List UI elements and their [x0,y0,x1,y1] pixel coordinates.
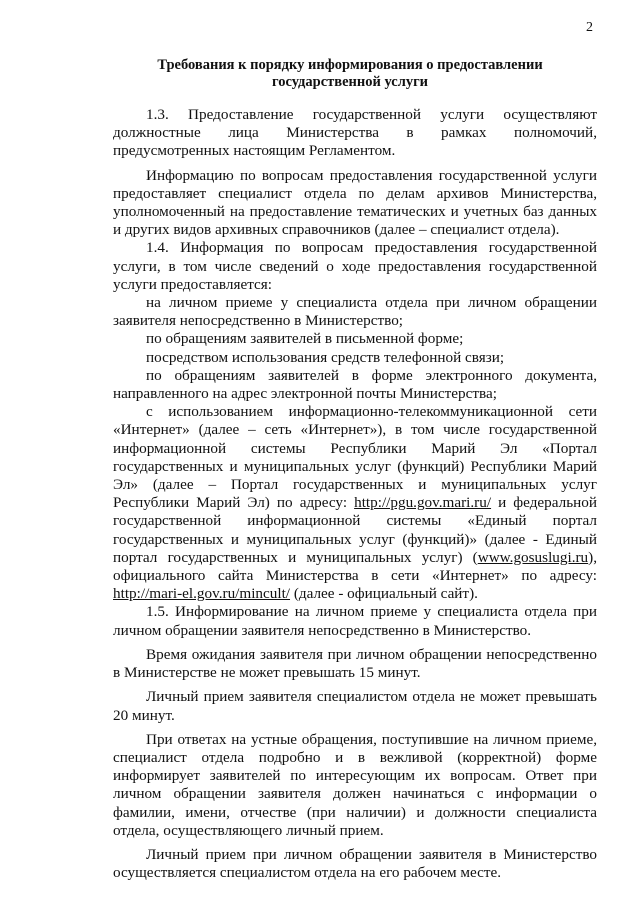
paragraph-waiting-time: Время ожидания заявителя при личном обращении непосредственно в Министерстве не может превышать 15 минут. [113,645,597,682]
section-title-line-2: государственной услуги [271,74,429,90]
internet-text-c: ), официального сайта Министерства в сети «Интернет» по адресу: [113,548,597,585]
paragraph-oral-answers: При ответах на устные обращения, поступившие на личном приеме, специалист отдела подробно и в вежливой (корректной) форме информирует заявителей по интересующим их вопросам. Ответ при личном обращении заявителя должен начинаться с информации о фамилии, имени, отчестве (при наличии) и должности специалиста отдела, осуществляющего личный прием. [113,730,597,839]
list-item-telephone: посредством использования средств телефонной связи; [146,348,505,366]
paragraph-1-5: 1.5. Информирование на личном приеме у специалиста отдела при личном обращении заявителя непосредственно в Министерство. [113,603,597,639]
gosuslugi-link[interactable]: www.gosuslugi.ru [477,548,589,566]
page-number: 2 [586,20,593,35]
list-item-personal-reception: на личном приеме у специалиста отдела при личном обращении заявителя непосредственно в Министерство; [113,294,597,330]
list-item-internet [113,403,597,603]
section-title [110,57,590,91]
document-body [113,106,597,882]
pgu-link[interactable]: http://pgu.gov.mari.ru/ [354,494,492,512]
internet-text-b: и федеральной государственной информационной системы «Единый портал государственных и муниципальных услуг (функций)» (далее - Единый портал государственных и муниципальных услуг) ( [113,494,597,566]
paragraph-1-4: 1.4. Информация по вопросам предоставления государственной услуги, в том числе сведений о ходе предоставления государственной услуги предоставляется: [113,239,597,293]
mincult-link[interactable]: http://mari-el.gov.ru/mincult/ [113,585,291,603]
paragraph-specialist-info: Информацию по вопросам предоставления государственной услуги предоставляет специалист отдела по делам архивов Министерства, уполномоченный на предоставление тематических и учетных баз данных и других видов архивных справочников (далее – специалист отдела). [113,166,597,239]
section-title-line-1: Требования к порядку информирования о предоставлении [157,57,543,73]
paragraph-1-3: 1.3. Предоставление государственной услуги осуществляют должностные лица Министерства в рамках полномочий, предусмотренных настоящим Регламентом. [113,106,597,160]
internet-text-a: с использованием информационно-телекоммуникационной сети «Интернет» (далее – сеть «Интернет»), в том числе государственной информационной системы Республики Марий Эл «Портал государственных и муниципальных услуг (функций) Республики Марий Эл» (далее – Портал государственных и муниципальных услуг Республики Марий Эл) по адресу: [113,403,597,512]
paragraph-workplace: Личный прием при личном обращении заявителя в Министерство осуществляется специалистом отдела на его рабочем месте. [113,845,597,882]
list-item-written-form: по обращениям заявителей в письменной форме; [146,330,464,348]
internet-text-d: (далее - официальный сайт). [290,585,478,603]
paragraph-reception-duration: Личный прием заявителя специалистом отдела не может превышать 20 минут. [113,688,597,724]
list-item-electronic-document: по обращениям заявителей в форме электронного документа, направленного на адрес электронной почты Министерства; [113,366,597,403]
